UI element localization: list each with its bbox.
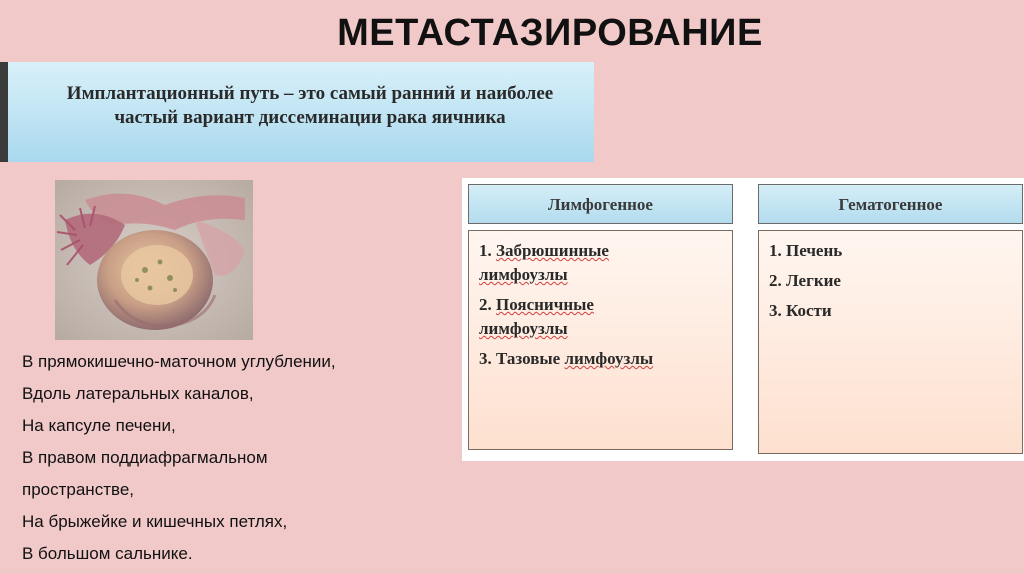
ovary-tumor-icon (55, 180, 253, 340)
ovary-tumor-illustration (55, 180, 253, 340)
banner-line-2: частый вариант диссеминации рака яичника (114, 107, 506, 128)
list-item: Вдоль латеральных каналов, (22, 384, 254, 403)
hematogenous-header: Гематогенное (758, 184, 1023, 224)
list-item (479, 293, 722, 341)
list-item: В большом сальнике. (22, 544, 193, 563)
lymphogenic-header: Лимфогенное (468, 184, 733, 224)
item-word: Забрюшинные (496, 241, 609, 260)
lymphogenic-list (468, 230, 733, 450)
definition-banner (0, 62, 594, 162)
list-item: В прямокишечно-маточном углублении, (22, 352, 336, 371)
lymphogenic-column (468, 184, 733, 450)
metastasis-routes-panel (462, 178, 1024, 461)
implantation-sites-list (22, 346, 336, 570)
list-item: 2. Легкие (769, 271, 841, 290)
list-item: В правом поддиафрагмальном (22, 448, 268, 467)
list-item (479, 239, 722, 287)
item-number: 2. (479, 295, 492, 314)
item-number: 1. (479, 241, 492, 260)
item-word: лимфоузлы (479, 319, 568, 338)
list-item: На капсуле печени, (22, 416, 176, 435)
slide-title: МЕТАСТАЗИРОВАНИЕ (337, 12, 763, 54)
list-item (479, 347, 722, 371)
hematogenous-list (758, 230, 1023, 454)
banner-text (30, 82, 590, 130)
item-word: лимфоузлы (479, 265, 568, 284)
list-item: 1. Печень (769, 241, 843, 260)
hematogenous-column (758, 184, 1023, 454)
item-number: 3. (479, 349, 492, 368)
item-word: лимфоузлы (564, 349, 654, 368)
item-word: Поясничные (496, 295, 594, 314)
list-item: пространстве, (22, 480, 135, 499)
item-word: Тазовые (496, 349, 561, 368)
list-item: На брыжейке и кишечных петлях, (22, 512, 288, 531)
banner-line-1: Имплантационный путь – это самый ранний и наиболее (66, 83, 554, 104)
list-item: 3. Кости (769, 301, 832, 320)
